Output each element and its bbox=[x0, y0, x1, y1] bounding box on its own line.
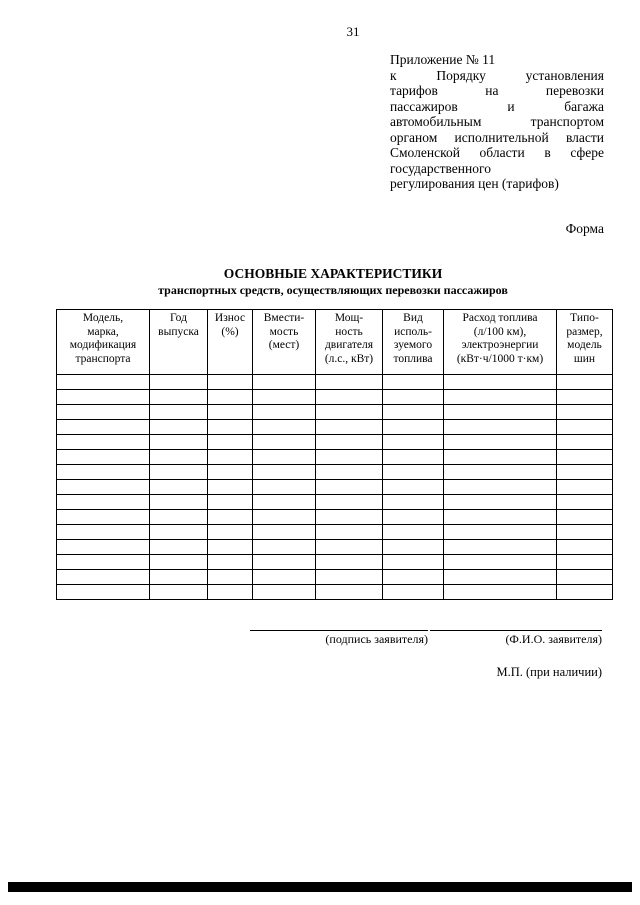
table-cell bbox=[383, 540, 444, 555]
column-header-line: (л/100 км), bbox=[473, 325, 527, 338]
scan-border-bar bbox=[8, 882, 632, 892]
table-cell bbox=[383, 435, 444, 450]
table-cell bbox=[208, 375, 253, 390]
column-header-line: Вид bbox=[403, 312, 423, 324]
table-cell bbox=[253, 435, 316, 450]
column-header-line: размер, bbox=[566, 325, 603, 338]
name-line bbox=[430, 630, 602, 631]
table-cell bbox=[150, 570, 208, 585]
table-row bbox=[57, 420, 613, 435]
table-cell bbox=[253, 555, 316, 570]
table-cell bbox=[208, 420, 253, 435]
table-cell bbox=[557, 585, 613, 600]
table-cell bbox=[444, 585, 557, 600]
column-header-line: транспорта bbox=[75, 352, 131, 365]
table-cell bbox=[444, 375, 557, 390]
table-cell bbox=[57, 555, 150, 570]
table-cell bbox=[557, 480, 613, 495]
table-cell bbox=[57, 465, 150, 480]
table-cell bbox=[316, 555, 383, 570]
table-cell bbox=[383, 465, 444, 480]
column-header bbox=[444, 310, 557, 375]
table-cell bbox=[444, 480, 557, 495]
table-cell bbox=[383, 555, 444, 570]
table-cell bbox=[253, 450, 316, 465]
table-cell bbox=[150, 390, 208, 405]
form-label: Форма bbox=[565, 221, 604, 236]
table-cell bbox=[208, 495, 253, 510]
table-cell bbox=[316, 405, 383, 420]
table-cell bbox=[150, 585, 208, 600]
table-cell bbox=[444, 420, 557, 435]
appendix-line: Смоленской области в сфере bbox=[390, 145, 604, 160]
column-header bbox=[316, 310, 383, 375]
table-cell bbox=[316, 585, 383, 600]
table-cell bbox=[383, 570, 444, 585]
column-header-line: (мест) bbox=[268, 339, 300, 352]
table-cell bbox=[444, 435, 557, 450]
table-cell bbox=[150, 435, 208, 450]
table-cell bbox=[557, 405, 613, 420]
table-cell bbox=[57, 435, 150, 450]
table-cell bbox=[253, 480, 316, 495]
column-header bbox=[253, 310, 316, 375]
table-cell bbox=[150, 510, 208, 525]
table-cell bbox=[557, 525, 613, 540]
table-cell bbox=[316, 450, 383, 465]
table-cell bbox=[57, 390, 150, 405]
table-cell bbox=[150, 480, 208, 495]
table-cell bbox=[57, 510, 150, 525]
table-row bbox=[57, 405, 613, 420]
column-header-line: двигателя bbox=[324, 339, 374, 352]
table-cell bbox=[316, 480, 383, 495]
table-cell bbox=[150, 540, 208, 555]
table-cell bbox=[444, 465, 557, 480]
column-header-line: Модель, bbox=[82, 312, 124, 324]
table-cell bbox=[57, 585, 150, 600]
table-cell bbox=[557, 540, 613, 555]
table-row bbox=[57, 555, 613, 570]
table-cell bbox=[208, 525, 253, 540]
table-cell bbox=[444, 405, 557, 420]
appendix-line: к Порядку установления bbox=[390, 67, 604, 83]
table-cell bbox=[57, 480, 150, 495]
table-cell bbox=[316, 540, 383, 555]
appendix-line: государственного bbox=[390, 160, 491, 176]
table-cell bbox=[557, 435, 613, 450]
table-cell bbox=[253, 585, 316, 600]
column-header-line: ность bbox=[335, 325, 363, 338]
table-cell bbox=[150, 420, 208, 435]
table-cell bbox=[208, 450, 253, 465]
column-header-line: мость bbox=[269, 325, 299, 338]
table-cell bbox=[557, 510, 613, 525]
table-cell bbox=[253, 405, 316, 420]
column-header-line: (л.с., кВт) bbox=[324, 352, 374, 365]
table-cell bbox=[150, 405, 208, 420]
table-cell bbox=[316, 570, 383, 585]
table-cell bbox=[316, 420, 383, 435]
stamp-label: М.П. (при наличии) bbox=[496, 665, 602, 679]
table-header-row bbox=[57, 310, 613, 375]
table-row bbox=[57, 375, 613, 390]
table-cell bbox=[383, 525, 444, 540]
table-cell bbox=[253, 375, 316, 390]
column-header-line: (%) bbox=[221, 325, 239, 338]
table-cell bbox=[383, 480, 444, 495]
table-cell bbox=[383, 585, 444, 600]
appendix-line: регулирования цен (тарифов) bbox=[390, 176, 559, 191]
table-row bbox=[57, 480, 613, 495]
table-cell bbox=[383, 390, 444, 405]
table-row bbox=[57, 585, 613, 600]
appendix-line: пассажиров и багажа bbox=[390, 98, 604, 114]
column-header-line: (кВт·ч/1000 т·км) bbox=[456, 352, 544, 365]
table-row bbox=[57, 465, 613, 480]
table-cell bbox=[444, 540, 557, 555]
table-cell bbox=[208, 435, 253, 450]
table-cell bbox=[383, 450, 444, 465]
table-cell bbox=[253, 570, 316, 585]
signature-line bbox=[250, 630, 428, 631]
table-cell bbox=[208, 405, 253, 420]
table-cell bbox=[316, 390, 383, 405]
table-cell bbox=[150, 495, 208, 510]
column-header-line: марка, bbox=[87, 325, 119, 338]
table-cell bbox=[208, 480, 253, 495]
column-header-line: шин bbox=[573, 352, 596, 365]
column-header-line: исполь- bbox=[394, 325, 432, 338]
appendix-line: автомобильным транспортом bbox=[390, 114, 604, 129]
table-row bbox=[57, 450, 613, 465]
table-row bbox=[57, 540, 613, 555]
table-cell bbox=[316, 495, 383, 510]
column-header bbox=[208, 310, 253, 375]
table-cell bbox=[557, 570, 613, 585]
column-header bbox=[150, 310, 208, 375]
table-cell bbox=[253, 495, 316, 510]
table-cell bbox=[57, 540, 150, 555]
table-cell bbox=[253, 390, 316, 405]
table-cell bbox=[253, 510, 316, 525]
column-header-line: модель bbox=[567, 339, 602, 352]
table-cell bbox=[557, 450, 613, 465]
table-cell bbox=[150, 450, 208, 465]
table-cell bbox=[57, 420, 150, 435]
table-cell bbox=[316, 435, 383, 450]
appendix-line: органом исполнительной власти bbox=[390, 129, 604, 145]
appendix-title: Приложение № 11 bbox=[390, 52, 496, 67]
table-cell bbox=[557, 465, 613, 480]
table-cell bbox=[253, 465, 316, 480]
document-heading: ОСНОВНЫЕ ХАРАКТЕРИСТИКИ bbox=[223, 266, 443, 281]
table-cell bbox=[253, 525, 316, 540]
table-cell bbox=[383, 375, 444, 390]
column-header-line: топлива bbox=[393, 352, 433, 365]
table-cell bbox=[208, 585, 253, 600]
table-body bbox=[57, 375, 613, 600]
table-cell bbox=[150, 555, 208, 570]
column-header-line: Год bbox=[170, 312, 187, 324]
table-row bbox=[57, 495, 613, 510]
table-cell bbox=[557, 555, 613, 570]
table-cell bbox=[208, 510, 253, 525]
table-cell bbox=[57, 495, 150, 510]
table-row bbox=[57, 570, 613, 585]
table-cell bbox=[208, 465, 253, 480]
table-cell bbox=[57, 405, 150, 420]
table-cell bbox=[208, 540, 253, 555]
table-cell bbox=[557, 375, 613, 390]
table-cell bbox=[316, 375, 383, 390]
table-cell bbox=[383, 420, 444, 435]
table-cell bbox=[208, 390, 253, 405]
table-cell bbox=[444, 495, 557, 510]
table-cell bbox=[57, 450, 150, 465]
column-header-line: Вмести- bbox=[263, 312, 305, 324]
table-cell bbox=[444, 390, 557, 405]
table-cell bbox=[57, 375, 150, 390]
table-cell bbox=[557, 495, 613, 510]
table-cell bbox=[208, 570, 253, 585]
column-header bbox=[57, 310, 150, 375]
column-header-line: зуемого bbox=[393, 339, 433, 352]
table-cell bbox=[150, 465, 208, 480]
table-cell bbox=[150, 525, 208, 540]
table-row bbox=[57, 525, 613, 540]
table-cell bbox=[383, 495, 444, 510]
table-cell bbox=[557, 390, 613, 405]
column-header-line: Типо- bbox=[570, 312, 599, 324]
table-cell bbox=[444, 525, 557, 540]
table-cell bbox=[383, 405, 444, 420]
page-number: 31 bbox=[346, 24, 360, 39]
appendix-block bbox=[390, 52, 604, 192]
column-header-line: Расход топлива bbox=[462, 312, 538, 324]
column-header-line: электроэнергии bbox=[461, 339, 539, 352]
table-cell bbox=[253, 420, 316, 435]
table-cell bbox=[383, 510, 444, 525]
table-row bbox=[57, 435, 613, 450]
table-row bbox=[57, 510, 613, 525]
table-cell bbox=[316, 465, 383, 480]
table-cell bbox=[444, 570, 557, 585]
table-cell bbox=[57, 525, 150, 540]
table-cell bbox=[316, 510, 383, 525]
column-header-line: Износ bbox=[214, 312, 246, 324]
characteristics-table bbox=[56, 309, 613, 600]
document-subheading: транспортных средств, осуществляющих перевозки пассажиров bbox=[158, 283, 508, 297]
appendix-line: тарифов на перевозки bbox=[390, 83, 604, 98]
signature-label: (подпись заявителя) bbox=[325, 632, 428, 646]
table-cell bbox=[557, 420, 613, 435]
table-row bbox=[57, 390, 613, 405]
table-cell bbox=[444, 555, 557, 570]
table-cell bbox=[150, 375, 208, 390]
table-cell bbox=[57, 570, 150, 585]
column-header bbox=[557, 310, 613, 375]
column-header bbox=[383, 310, 444, 375]
name-label: (Ф.И.О. заявителя) bbox=[505, 632, 602, 646]
column-header-line: модификация bbox=[69, 339, 137, 352]
column-header-line: Мощ- bbox=[334, 312, 364, 324]
table-cell bbox=[316, 525, 383, 540]
table-cell bbox=[208, 555, 253, 570]
table-cell bbox=[444, 450, 557, 465]
table-cell bbox=[253, 540, 316, 555]
column-header-line: выпуска bbox=[158, 325, 199, 338]
table-cell bbox=[444, 510, 557, 525]
